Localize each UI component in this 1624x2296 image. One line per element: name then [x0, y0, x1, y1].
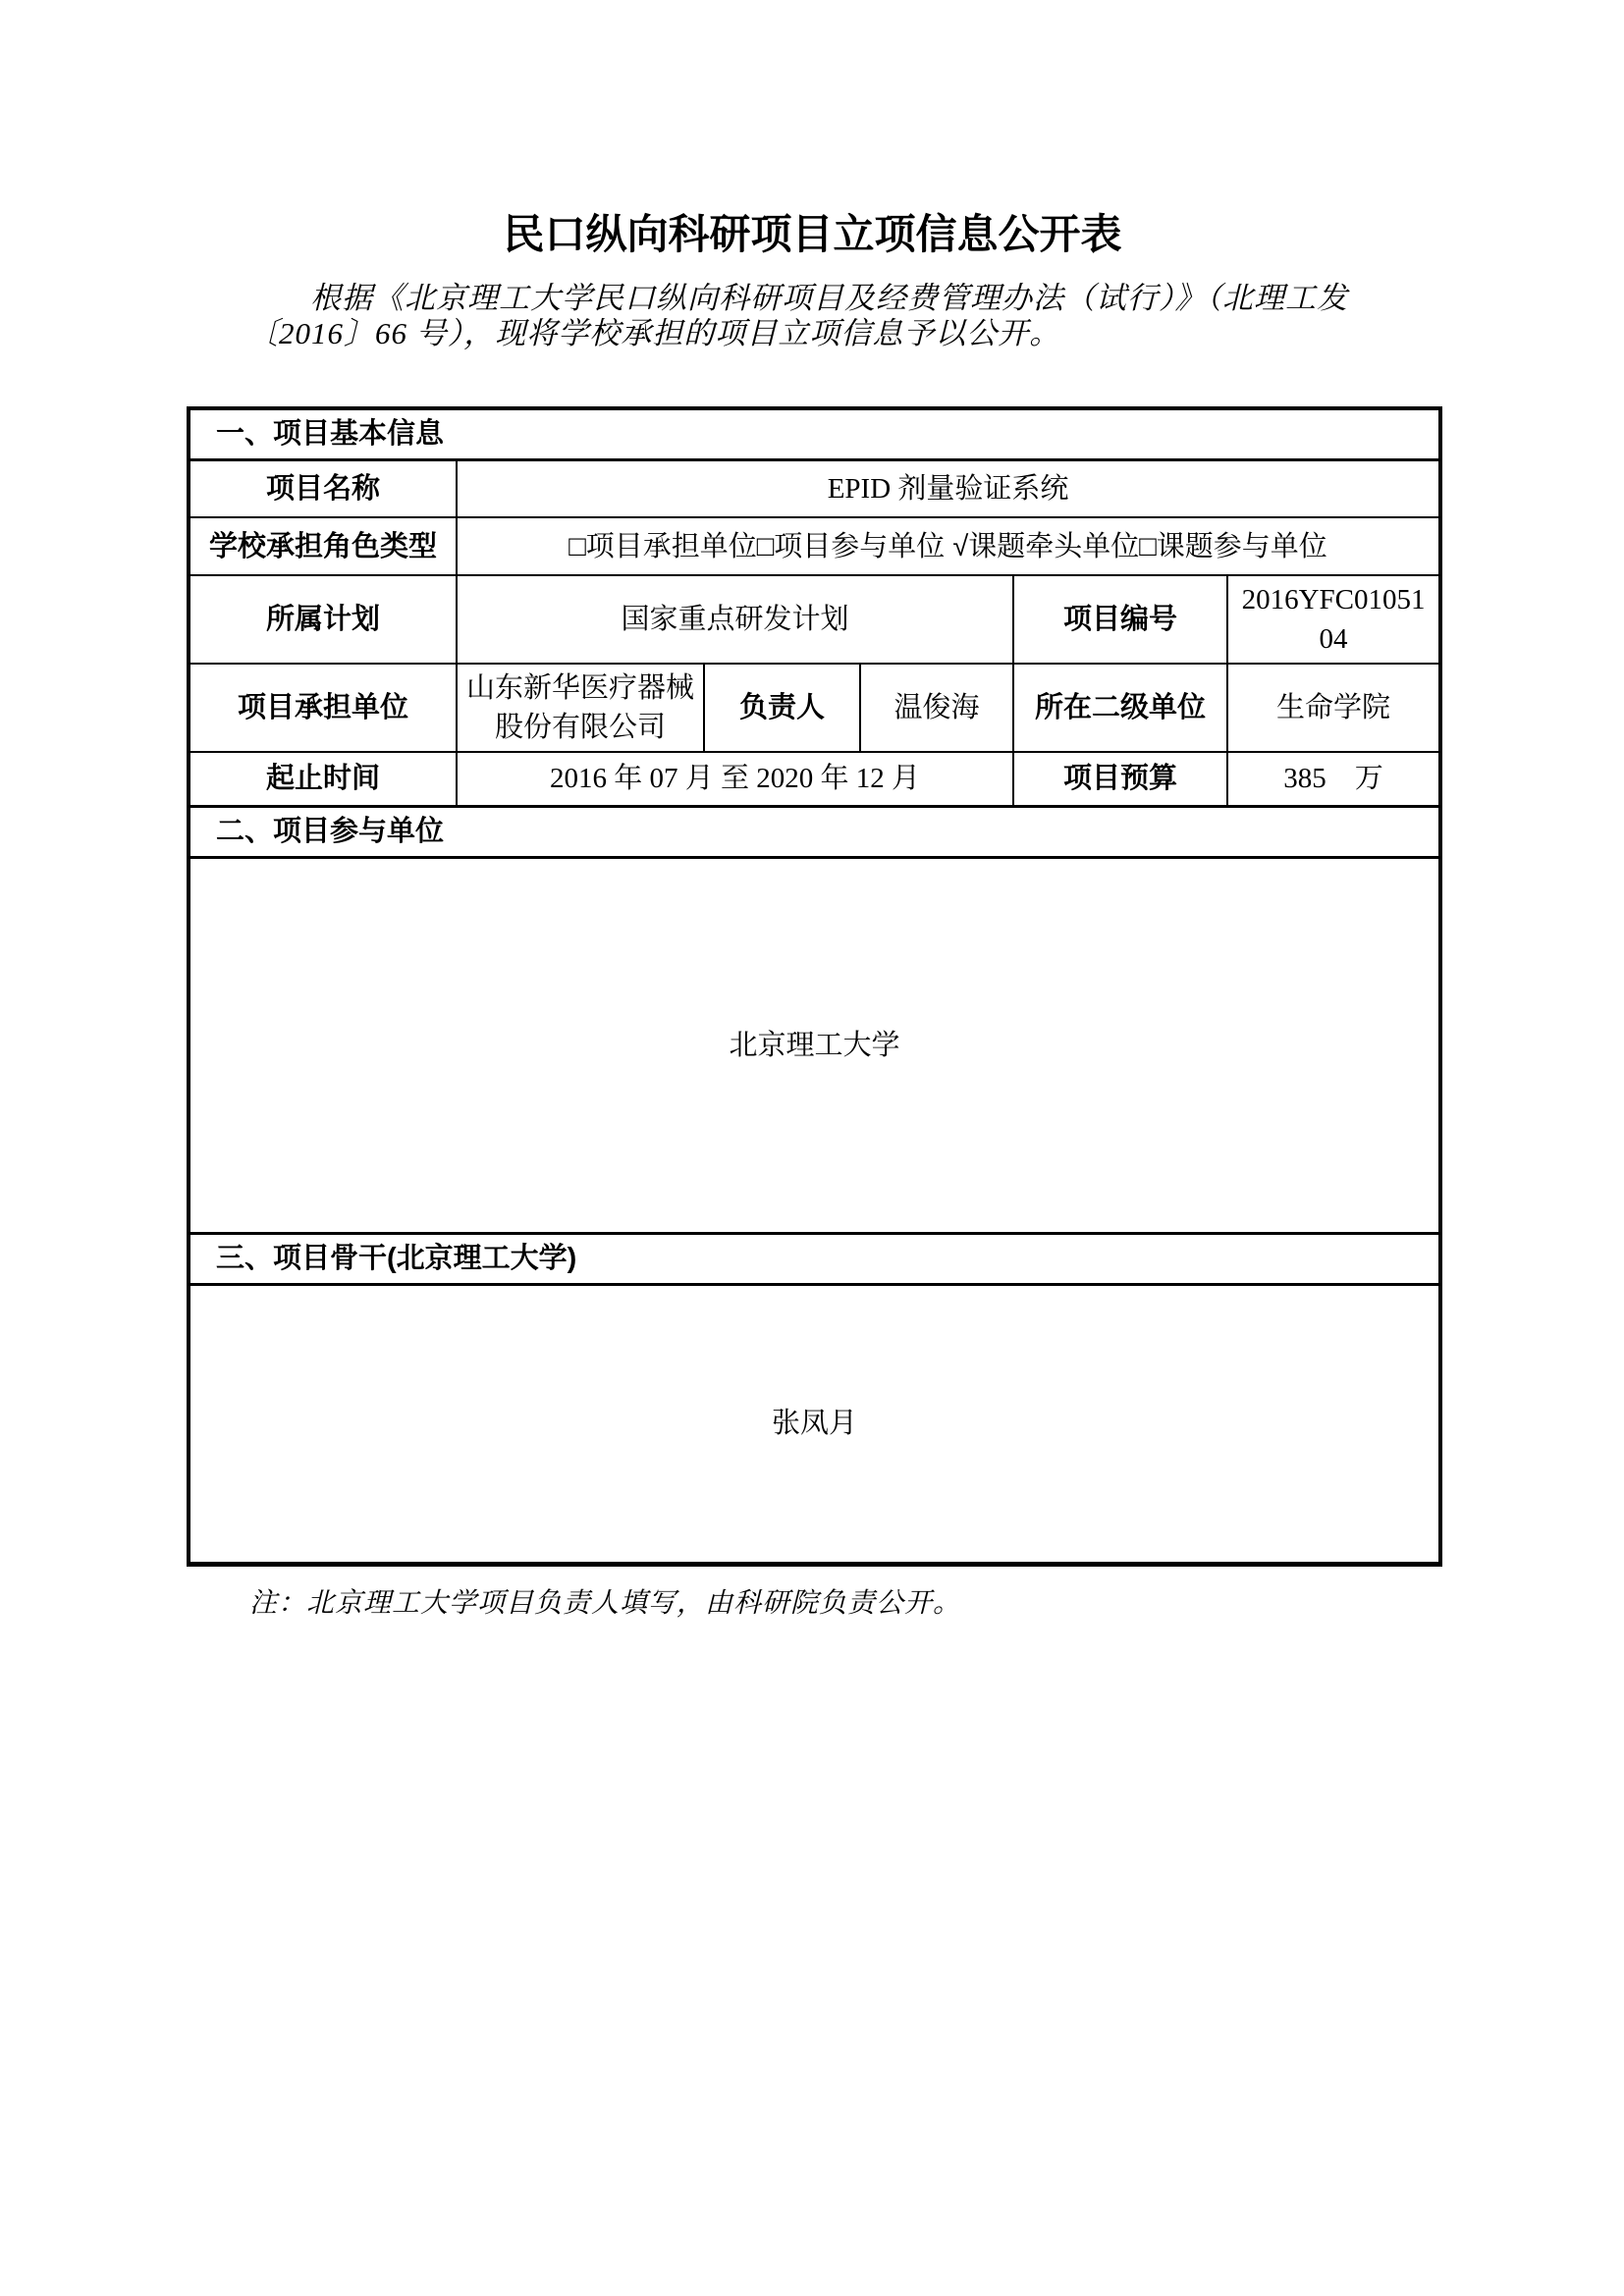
participants-row — [189, 857, 1440, 1233]
participants-value: 北京理工大学 — [189, 857, 1440, 1233]
section-1-header-row — [189, 408, 1440, 459]
leader-label: 负责人 — [704, 664, 860, 752]
section-1-header: 一、项目基本信息 — [189, 408, 1440, 459]
undertaker-label: 项目承担单位 — [189, 664, 457, 752]
project-name-row — [189, 459, 1440, 517]
plan-value: 国家重点研发计划 — [457, 575, 1013, 664]
plan-label: 所属计划 — [189, 575, 457, 664]
secondary-unit-value: 生命学院 — [1227, 664, 1440, 752]
role-type-row — [189, 517, 1440, 575]
role-type-label: 学校承担角色类型 — [189, 517, 457, 575]
section-2-header-row — [189, 806, 1440, 857]
project-number-label: 项目编号 — [1013, 575, 1227, 664]
backbone-value: 张凤月 — [189, 1284, 1440, 1564]
section-3-header: 三、项目骨干(北京理工大学) — [189, 1233, 1440, 1284]
info-table — [187, 406, 1442, 1567]
project-number-cell — [1227, 575, 1440, 664]
intro-paragraph — [247, 281, 1426, 351]
budget-label: 项目预算 — [1013, 752, 1227, 806]
duration-value: 2016 年 07 月 至 2020 年 12 月 — [457, 752, 1013, 806]
undertaker-value: 山东新华医疗器械股份有限公司 — [457, 664, 704, 752]
duration-row — [189, 752, 1440, 806]
intro-line-1: 根据《北京理工大学民口纵向科研项目及经费管理办法（试行）》（北理工发 — [310, 281, 1348, 315]
undertaker-row — [189, 664, 1440, 752]
leader-value: 温俊海 — [860, 664, 1013, 752]
section-3-header-row — [189, 1233, 1440, 1284]
budget-value: 385 万 — [1227, 752, 1440, 806]
footer-note: 注：北京理工大学项目负责人填写，由科研院负责公开。 — [249, 1587, 962, 1619]
project-number-value: 2016YFC0105104 — [1241, 584, 1426, 655]
role-type-value: □项目承担单位□项目参与单位 √课题牵头单位□课题参与单位 — [457, 517, 1440, 575]
backbone-row — [189, 1284, 1440, 1564]
plan-row — [189, 575, 1440, 664]
section-2-header: 二、项目参与单位 — [189, 806, 1440, 857]
project-name-label: 项目名称 — [189, 459, 457, 517]
project-name-value: EPID 剂量验证系统 — [457, 459, 1440, 517]
duration-label: 起止时间 — [189, 752, 457, 806]
intro-line-2: 〔2016〕66 号），现将学校承担的项目立项信息予以公开。 — [247, 316, 1061, 350]
page-title: 民口纵向科研项目立项信息公开表 — [503, 211, 1122, 257]
secondary-unit-label: 所在二级单位 — [1013, 664, 1227, 752]
